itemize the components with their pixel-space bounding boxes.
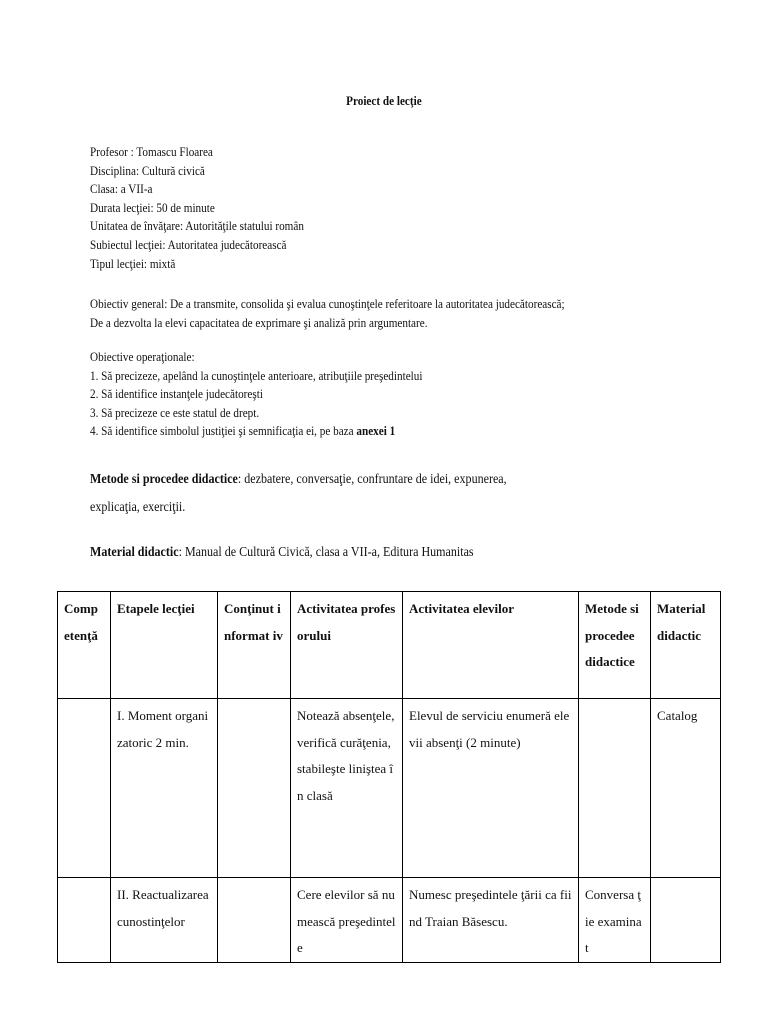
methods-label: Metode si procedee didactice <box>90 472 238 487</box>
table-row <box>58 878 721 963</box>
objective-item: 2. Să identifice instanţele judecătoreşti <box>90 386 263 402</box>
info-line-unit: Unitatea de învăţare: Autorităţile statului român <box>90 218 304 234</box>
table-cell <box>651 878 721 963</box>
methods-text-continued: explicaţia, exerciţii. <box>90 500 186 515</box>
header-content: Conţinut informat iv <box>218 592 291 699</box>
general-objective-line: Obiectiv general: De a transmite, consolida şi evalua cunoştinţele referitoare la autoritatea judecătorească; <box>90 296 565 311</box>
header-lesson-stages: Etapele lecţiei <box>111 592 218 699</box>
lesson-info <box>90 143 339 273</box>
document-title-text: Proiect de lecţie <box>346 93 422 108</box>
table-cell: Elevul de serviciu enumeră elevii absenţi (2 minute) <box>403 699 579 878</box>
table-cell <box>218 699 291 878</box>
info-line-type: Tipul lecţiei: mixtă <box>90 255 176 271</box>
table-row <box>58 699 721 878</box>
info-line-teacher: Profesor : Tomascu Floarea <box>90 144 213 159</box>
table-cell: Notează absenţele, verifică curăţenia, stabileşte liniştea în clasă <box>291 699 403 878</box>
header-teacher-activity: Activitatea profesorului <box>291 592 403 699</box>
info-line-topic: Subiectul lecţiei: Autoritatea judecătorească <box>90 236 287 252</box>
table-cell: Numesc preşedintele ţării ca fiind Traian Băsescu. <box>403 878 579 963</box>
table-cell: Cere elevilor să numească preşedintele <box>291 878 403 963</box>
header-competence: Comp etenţă <box>58 592 111 699</box>
objective-item: 1. Să precizeze, apelând la cunoştinţele anterioare, atribuţiile preşedintelui <box>90 367 423 383</box>
material-text: : Manual de Cultură Civică, clasa a VII-a, Editura Humanitas <box>178 545 474 560</box>
info-line-subject: Disciplina: Cultură civică <box>90 162 205 178</box>
header-student-activity: Activitatea elevilor <box>403 592 579 699</box>
lesson-plan-table <box>57 591 721 963</box>
table-cell <box>579 699 651 878</box>
table-cell <box>58 878 111 963</box>
document-title <box>0 93 768 109</box>
table-cell: II. Reactualizarea cunostinţelor <box>111 878 218 963</box>
general-objective <box>90 295 642 332</box>
info-line-duration: Durata lecţiei: 50 de minute <box>90 199 215 215</box>
material-label: Material didactic <box>90 545 179 560</box>
table-cell <box>58 699 111 878</box>
table-cell: I. Moment organizatoric 2 min. <box>111 699 218 878</box>
teaching-methods <box>90 466 574 522</box>
table-cell <box>218 878 291 963</box>
header-methods: Metode si procedee didactice <box>579 592 651 699</box>
header-material: Material didactic <box>651 592 721 699</box>
objective-item: 4. Să identifice simbolul justiţiei şi semnificaţia ei, pe baza anexei 1 <box>90 423 396 439</box>
info-line-class: Clasa: a VII-a <box>90 181 153 197</box>
table-cell: Catalog <box>651 699 721 878</box>
operational-objectives <box>90 348 477 441</box>
table-cell: Conversa ţie examinat <box>579 878 651 963</box>
annex-reference: anexei 1 <box>356 423 396 439</box>
teaching-material <box>90 545 536 561</box>
objective-item: 3. Să precizeze ce este statul de drept. <box>90 404 260 420</box>
general-objective-line: De a dezvolta la elevi capacitatea de exprimare şi analiză prin argumentare. <box>90 314 428 330</box>
table-header-row <box>58 592 721 699</box>
methods-text: : dezbatere, conversaţie, confruntare de idei, expunerea, <box>237 472 507 487</box>
operational-objectives-heading: Obiective operaţionale: <box>90 349 195 364</box>
